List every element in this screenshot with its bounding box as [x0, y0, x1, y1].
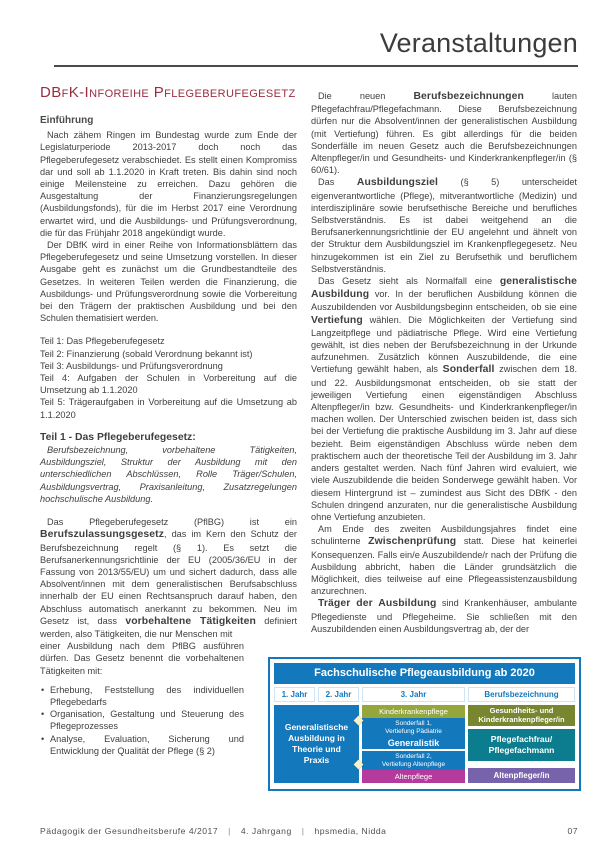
- teil-item: Teil 2: Finanzierung (sobald Verordnung bekannt ist): [40, 348, 253, 359]
- text-segment: vor. In der beruflichen Ausbildung können die Auszubildenden vor Ausbildungsbeginn entscheiden, ob sie eine: [311, 289, 577, 313]
- text-segment: wählen. Die Möglichkeiten der Vertiefung sind Langzeitpflege und pädiatrische Pflege. Wird eine Vertiefung gewählt, ist dies neben der Berufsbezeichnung in der Urkunde aufzunehmen. Zusätzlich können Auszubildende, die eine Vertiefung gewählt haben, als: [311, 314, 577, 375]
- text-segment: zwischen dem 18. und 22. Ausbildungsmonat entscheiden, ob sie statt der jeweiligen Vertiefung einen eigenständigen Abschluss Altenpfleger/in bzw. Gesundheits- und Kinderkrankenpfleger/in machen wollen. Der Unterschied zwischen beiden ist, dass sich bei der Vertiefung die praktische Ausbildung im 3. Jahr auf diese bezieht. Beim eigenständigen Abschluss würde neben dem praktischem auch der theoretische Teil der Ausbildung im 3. Jahr anders gestaltet werden. Nach fünf Jahren wird evaluiert, wie viele Auszubildende die beiden Sonderwege gewählt haben. Vor diesem Hintergrund ist – zumindest aus Sicht des DBfK - den Schulen dringend anzuraten, nur die generalistische Ausbildung ohne Vertiefung anzubieten.: [311, 364, 577, 522]
- paragraph-berufsbezeichnungen: [311, 90, 577, 176]
- teil-item: Teil 4: Aufgaben der Schulen in Vorbereitung auf die Umsetzung ab 1.1.2020: [40, 373, 297, 396]
- intro-heading: Einführung: [40, 115, 94, 126]
- profession-box-paediatric: Gesundheits- und Kinderkrankenpfleger/in: [468, 705, 575, 726]
- paragraph-pflbg-wide: [40, 516, 297, 640]
- column-header-year2: 2. Jahr: [318, 687, 359, 702]
- footer-journal: Pädagogik der Gesundheitsberufe 4/2017: [40, 826, 219, 836]
- text-segment: sind Krankenhäuser, ambulante Pflegedienste und Pflegeheime. Sie schließen mit den Auszubildenden einen Ausbildungsvertrag ab, der der: [311, 598, 578, 634]
- page-number: 07: [567, 826, 578, 836]
- text-segment: statt. Diese hat keinerlei Konsequenzen. Falls ein/e Auszubildende/r nach der Prüfung die Ausbildung abbricht, haben die Länder grundsätzlich die Möglichkeit, dies teilweise auf eine Pflegeassistenzausbildung anzurechnen.: [311, 536, 577, 597]
- paragraph-intro-2: Der DBfK wird in einer Reihe von Informationsblättern das Pflegeberufegesetz und seine Umsetzung vorstellen. In dieser Ausgabe geht es zunächst um die Grundbestandteile des Gesetzes. In weiteren Teilen werden die Finanzierung, die Ausbildungs- und Prüfungsverordnung sowie die Vorbereitung bei den Trägern der praktischen Ausbildung und bei den Schulen thematisiert werden.: [40, 240, 297, 324]
- keyword: Berufszulassungsgesetz: [40, 529, 165, 541]
- text-segment: Das: [318, 177, 357, 188]
- keyword: generalistische Ausbildung: [311, 276, 577, 301]
- sonderfall2-line2: Vertiefung Altenpflege: [381, 761, 446, 768]
- figure-header-row: [274, 687, 575, 702]
- text-segment: Das Pflegeberufegesetz (PflBG) ist ein: [47, 517, 297, 528]
- text-segment: Die neuen: [318, 91, 414, 101]
- spacer: [40, 677, 244, 684]
- keyword: Zwischenprüfung: [368, 536, 457, 548]
- keyword: Vertiefung: [311, 314, 363, 326]
- sonderfall2-label: [362, 753, 465, 769]
- footer-separator: |: [301, 826, 305, 836]
- paragraph-pflbg-narrow: einer Ausbildung nach dem PflBG ausführen dürfen. Das Gesetz benennt die vorbehaltenen Tätigkeiten mit:: [40, 641, 244, 676]
- paediatrics-path-bar: Kinderkrankenpflege: [362, 705, 465, 718]
- generalistik-label: Generalistik: [387, 738, 440, 748]
- year3-paths-column: [362, 705, 465, 783]
- profession-column: [468, 705, 575, 783]
- page-footer: [40, 826, 578, 836]
- text-segment: , das im Kern den Schutz der Berufsbezeichnung regelt (§ 1). Es setzt die Berufsanerkennungsrichtlinie der EU (2005/36/EU in der Fassung von 2013/55/EU) um und sichert dadurch, dass alle Absolvent/innen mit dem generalistischen Berufsabschluss innerhalb der EU einen Rechtsanspruch darauf haben, den Abschluss automatisch anerkannt zu bekommen. Neu im Gesetz ist, dass: [40, 529, 297, 626]
- footer-publisher: hpsmedia, Nidda: [314, 826, 387, 836]
- text-segment: Am Ende des zweiten Ausbildungsjahres findet eine schulinterne: [311, 524, 577, 547]
- sonderfall1-line2: Vertiefung Pädiatrie: [385, 728, 442, 735]
- keyword: Berufsbezeichnungen: [413, 91, 524, 102]
- teil-list: [40, 335, 297, 420]
- article-title: DBfK-Inforeihe Pflegeberufegesetz: [40, 84, 296, 101]
- divider: [362, 749, 465, 751]
- text-segment: definiert werden, also Tätigkeiten, die nur Menschen mit: [40, 615, 297, 639]
- teil1-topics: Berufsbezeichnung, vorbehaltene Tätigkeiten, Ausbildungsziel, Struktur der Ausbildung mit den unterschiedlichen Abschlüssen, Rolle Träger/Schulen, Ausbildungsvertrag, Praxisanleitung, Zusatzregelungen hochschulische Ausbildung.: [40, 445, 297, 504]
- sonderfall1-line1: Sonderfall 1,: [395, 720, 432, 727]
- sonderfall1-label: [362, 720, 465, 736]
- spacer: [40, 421, 297, 432]
- footer-volume: 4. Jahrgang: [240, 826, 292, 836]
- profession-box-geriatric: Altenpfleger/in: [468, 768, 575, 783]
- figure-body: [274, 705, 575, 783]
- spacer: [40, 324, 297, 335]
- paragraph-ausbildungsziel: [311, 176, 577, 275]
- text-segment: (§ 5) unterscheidet eigenverantwortliche (Pflege), mitverantwortliche (Medizin) und interdisziplinäre sowie berufsethische Bereiche und berufliches Selbstverständnis. Es ist dabei weitgehend an die Berufsanerkennungsrichtlinie der EU angelehnt und ähnelt von der Struktur dem Ausbildungsziel im Krankenpflegegesetz. Neu hinzugekommen ist ein Ziel zu Berufsethik und beruflichem Selbstverständnis.: [311, 177, 577, 274]
- keyword: Träger der Ausbildung: [318, 598, 437, 610]
- teil-item: Teil 1: Das Pflegeberufegesetz: [40, 336, 165, 347]
- keyword: Sonderfall: [442, 364, 495, 376]
- keyword: Ausbildungsziel: [356, 177, 439, 189]
- paragraph-zwischenpruefung: [311, 523, 577, 597]
- paragraph-intro-1: Nach zähem Ringen im Bundestag wurde zum Ende der Legislaturperiode 2013-2017 doch noch das Pflegeberufegesetz verabschiedet. Es stellt einen Kompromiss dar und soll ab 1.1.2020 in Kraft treten. Bis dahin sind noch einige Meilensteine zu erreichen. Dazu gehören die Ausgestaltung der Finanzierungsregelungen (Ausbildungsfonds), für die im Herbst 2017 eine Verordnung erwartet wird, und die Ausbildungs- und Prüfungsverordnung, die für das Frühjahr 2018 angekündigt wurde.: [40, 130, 297, 238]
- footer-separator: |: [228, 826, 231, 836]
- paragraph-traeger: [311, 597, 577, 635]
- left-column: [40, 84, 297, 757]
- text-segment: Das Gesetz sieht als Normalfall eine: [318, 276, 500, 287]
- teil1-heading: Teil 1 - Das Pflegeberufegesetz:: [40, 431, 196, 443]
- page-header: [54, 28, 578, 67]
- keyword: vorbehaltene Tätigkeiten: [125, 615, 256, 627]
- profession-box-generalistic: Pflegefachfrau/ Pflegefachmann: [468, 729, 575, 761]
- bullet-item: • Analyse, Evaluation, Sicherung und Entwicklung der Qualität der Pflege (§ 2): [40, 733, 244, 757]
- spacer: [40, 505, 297, 516]
- page-title: Veranstaltungen: [379, 28, 578, 58]
- column-header-profession: Berufsbezeichnung: [468, 687, 575, 702]
- column-header-year1: 1. Jahr: [274, 687, 315, 702]
- figure-title: Fachschulische Pflegeausbildung ab 2020: [274, 663, 575, 684]
- geriatrics-path-bar: Altenpflege: [362, 770, 465, 783]
- vorbehaltene-taetigkeiten-list: [40, 684, 244, 757]
- text-segment: lauten Pflegefachfrau/Pflegefachmann. Diese Berufsbezeichnung dürfen nur die Absolvent/innen der generalistischen Ausbildung (mit Vertiefung) führen. Es gibt allerdings für die beiden Sonderfälle im neuen Gesetz auch die Berufsbezeichnungen Altenpfleger/in und Gesundheits- und Kinderkrankenpfleger/in (§ 60/61).: [311, 91, 577, 176]
- sonderfall2-line1: Sonderfall 2,: [395, 753, 432, 760]
- bullet-item: • Erhebung, Feststellung des individuellen Pflegebedarfs: [40, 684, 244, 708]
- right-column: [311, 90, 577, 635]
- teil-item: Teil 5: Trägeraufgaben in Vorbereitung auf die Umsetzung ab 1.1.2020: [40, 397, 297, 420]
- paragraph-generalistik: [311, 275, 577, 523]
- wrapped-text-block: [40, 640, 244, 757]
- pflegeausbildung-diagram: [268, 657, 581, 791]
- teil-item: Teil 3: Ausbildungs- und Prüfungsverordnung: [40, 360, 223, 371]
- bullet-item: • Organisation, Gestaltung und Steuerung des Pflegeprozesses: [40, 708, 244, 732]
- generalistic-training-block: Generalistische Ausbildung in Theorie und Praxis: [274, 705, 359, 783]
- column-header-year3: 3. Jahr: [362, 687, 465, 702]
